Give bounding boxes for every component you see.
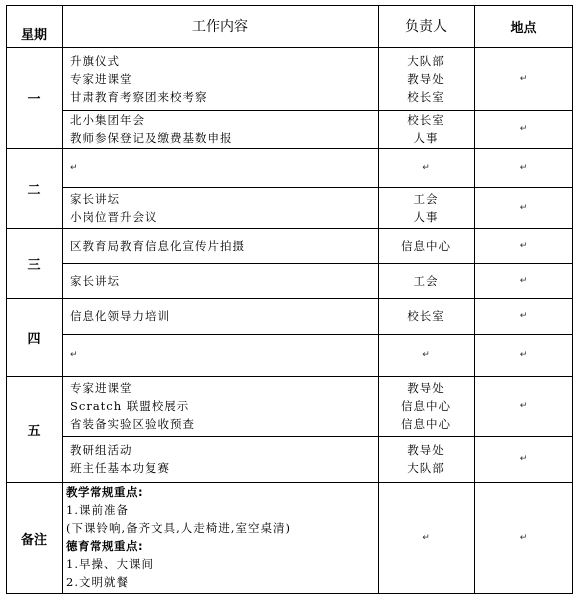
owner-name: 信息中心	[401, 417, 451, 431]
owner-name: 教导处	[407, 71, 445, 86]
thu-g2-place: ↵	[519, 350, 528, 360]
work-item: 省装备实验区验收预查	[70, 417, 195, 431]
header-owner: 负责人	[405, 19, 447, 35]
owner-name: 工会	[413, 191, 439, 206]
owner-name: 信息中心	[401, 238, 451, 253]
work-item: 升旗仪式	[70, 53, 120, 68]
work-item: 专家进课堂	[70, 381, 133, 395]
owner-name: 校长室	[407, 89, 445, 104]
work-item: Scratch 联盟校展示	[70, 399, 190, 413]
mon-g2-items	[70, 110, 370, 148]
wed-g2-owners	[378, 263, 474, 298]
day-label-mon: 一	[27, 92, 41, 107]
notes-content	[66, 482, 376, 594]
tue-g1-place: ↵	[519, 162, 528, 173]
moral-item: 2.文明就餐	[66, 575, 129, 589]
fri-g2-items	[70, 436, 370, 482]
owner-name: 工会	[413, 273, 439, 288]
tue-g2-owners	[378, 187, 474, 228]
header-place: 地点	[510, 20, 537, 36]
day-label-thu: 四	[27, 331, 41, 347]
wed-g2-place: ↵	[519, 275, 528, 286]
fri-g1-place: ↵	[519, 401, 528, 411]
wed-g1-owners	[378, 228, 474, 263]
notes-owner: ↵	[422, 533, 430, 543]
tue-g2-items	[70, 187, 370, 228]
owner-name: 教导处	[407, 381, 445, 395]
wed-g1-items	[70, 228, 370, 263]
day-label-wed: 三	[27, 257, 41, 273]
teaching-focus-title: 教学常规重点:	[66, 485, 144, 499]
owner-name: 校长室	[407, 309, 445, 323]
day-label-notes: 备注	[20, 532, 47, 548]
work-item: 教研组活动	[70, 443, 133, 457]
owner-name: 人事	[413, 131, 439, 145]
thu-g2-items	[70, 334, 370, 376]
work-item: 班主任基本功复赛	[70, 461, 170, 475]
tue-g2-place: ↵	[519, 202, 528, 213]
fri-g1-owners	[378, 376, 474, 436]
fri-g2-owners	[378, 436, 474, 482]
teaching-item-detail: (下课铃响,备齐文具,人走椅进,室空桌清)	[66, 521, 291, 535]
mon-g2-owners	[378, 110, 474, 148]
owner-name: 教导处	[407, 443, 445, 457]
mon-g1-place: ↵	[519, 73, 528, 84]
mon-g1-items	[70, 47, 370, 110]
notes-place: ↵	[519, 533, 528, 543]
work-item: 小岗位晋升会议	[70, 209, 158, 224]
moral-item: 1.早操、大课间	[66, 557, 154, 571]
thu-g1-owners	[378, 298, 474, 334]
owner-name: 校长室	[407, 113, 445, 127]
work-item: ↵	[70, 162, 79, 173]
teaching-item: 1.课前准备	[66, 503, 129, 517]
work-item: 北小集团年会	[70, 113, 145, 127]
owner-name: 大队部	[407, 461, 445, 475]
wed-g1-place: ↵	[519, 240, 528, 251]
day-label-tue: 二	[27, 182, 41, 198]
thu-g1-items	[70, 298, 370, 334]
owner-name: 大队部	[407, 53, 445, 68]
mon-g2-place: ↵	[519, 124, 528, 134]
work-item: 区教育局教育信息化宣传片拍摄	[70, 238, 245, 253]
mon-g1-owners	[378, 47, 474, 110]
header-day: 星期	[20, 28, 47, 43]
work-item: 家长讲坛	[70, 191, 120, 206]
fri-g2-place: ↵	[519, 454, 528, 464]
work-item: 家长讲坛	[70, 273, 120, 288]
work-item: ↵	[70, 350, 79, 360]
work-item: 专家进课堂	[70, 71, 133, 86]
fri-g1-items	[70, 376, 370, 436]
day-label-fri: 五	[27, 423, 41, 439]
work-item: 教师参保登记及缴费基数申报	[70, 131, 233, 145]
tue-g1-items	[70, 148, 370, 187]
owner-name: 人事	[413, 209, 439, 224]
moral-focus-title: 德育常规重点:	[66, 539, 144, 553]
thu-g2-owner: ↵	[422, 350, 430, 360]
thu-g1-place: ↵	[519, 311, 528, 321]
wed-g2-items	[70, 263, 370, 298]
rule-col-day	[62, 5, 63, 594]
owner-name: 信息中心	[401, 399, 451, 413]
header-content: 工作内容	[192, 19, 248, 35]
work-item: 信息化领导力培训	[70, 309, 170, 323]
tue-g1-owner: ↵	[422, 162, 430, 173]
work-item: 甘肃教育考察团来校考察	[70, 89, 208, 104]
